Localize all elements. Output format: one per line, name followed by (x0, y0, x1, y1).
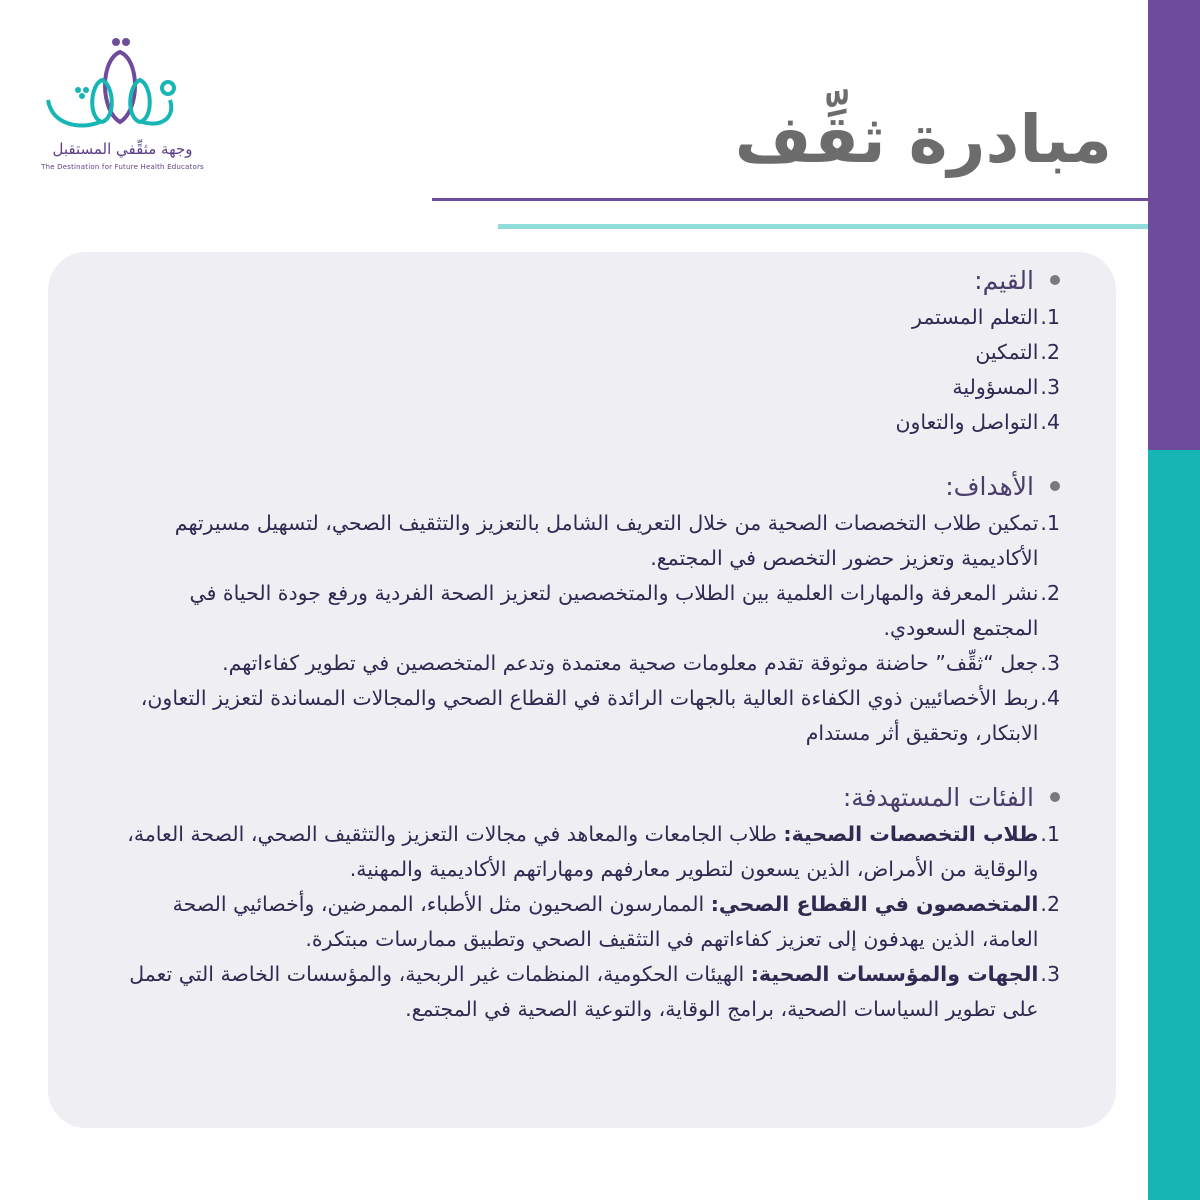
right-accent-band-purple (1148, 0, 1200, 450)
logo-arabic-tagline: وجهة مثقِّفي المستقبل (52, 140, 193, 158)
list-item (118, 370, 1060, 405)
section-heading (118, 466, 1060, 506)
title-underline-teal (498, 224, 1148, 229)
item-text: المسؤولية (952, 375, 1039, 399)
audiences-section (118, 777, 1060, 1027)
logo-english-tagline: The Destination for Future Health Educators (41, 163, 204, 171)
list-item (118, 576, 1060, 646)
values-section (118, 260, 1060, 440)
item-number: 3. (1040, 962, 1060, 986)
list-item (118, 681, 1060, 751)
list-item (118, 957, 1060, 1027)
item-label: طلاب التخصصات الصحية: (783, 822, 1039, 846)
bullet-icon (1050, 792, 1060, 802)
right-accent-band-teal (1148, 450, 1200, 1200)
item-label: الجهات والمؤسسات الصحية: (750, 962, 1039, 986)
values-heading: القيم: (974, 265, 1034, 295)
item-number: 1. (1040, 511, 1060, 535)
item-number: 1. (1040, 822, 1060, 846)
item-description: الممارسون الصحيون مثل الأطباء، الممرضين، وأخصائيي الصحة العامة، الذين يهدفون إلى تعزيز كفاءاتهم في التثقيف الصحي وتطبيق ممارسات مبتكرة. (172, 892, 1039, 951)
item-text: التواصل والتعاون (895, 410, 1039, 434)
item-number: 3. (1040, 651, 1060, 675)
item-text (118, 957, 1038, 1027)
bullet-icon (1050, 481, 1060, 491)
item-number: 2. (1040, 340, 1060, 364)
item-text: التمكين (975, 340, 1039, 364)
audiences-heading: الفئات المستهدفة: (842, 782, 1034, 812)
page-title: مبادرة ثقِّف (734, 101, 1112, 178)
list-item (118, 646, 1060, 681)
list-item (118, 887, 1060, 957)
item-text: التعلم المستمر (912, 305, 1039, 329)
item-number: 4. (1040, 686, 1060, 710)
item-label: المتخصصون في القطاع الصحي: (710, 892, 1039, 916)
bullet-icon (1050, 275, 1060, 285)
item-description: طلاب الجامعات والمعاهد في مجالات التعزيز والتثقيف الصحي، الصحة العامة، والوقاية من الأمراض، الذين يسعون لتطوير معارفهم ومهاراتهم الأكاديمية والمهنية. (127, 822, 1039, 881)
item-text (118, 887, 1038, 957)
item-text (118, 817, 1038, 887)
item-text: جعل “ثقِّف” حاضنة موثوقة تقدم معلومات صحية معتمدة وتدعم المتخصصين في تطوير كفاءاتهم. (222, 651, 1039, 675)
item-description: الهيئات الحكومية، المنظمات غير الربحية، والمؤسسات الخاصة التي تعمل على تطوير السياسات الصحية، برامج الوقاية، والتوعية الصحية في المجتمع. (129, 962, 1039, 1021)
list-item (118, 817, 1060, 887)
title-underline-purple (432, 198, 1148, 201)
item-number: 1. (1040, 305, 1060, 329)
item-number: 3. (1040, 375, 1060, 399)
list-item (118, 506, 1060, 576)
section-heading (118, 777, 1060, 817)
item-text: نشر المعرفة والمهارات العلمية بين الطلاب والمتخصصين لتعزيز الصحة الفردية ورفع جودة الحياة في المجتمع السعودي. (189, 581, 1039, 640)
logo (40, 30, 210, 180)
item-number: 4. (1040, 410, 1060, 434)
content-card (48, 252, 1116, 1128)
goals-section (118, 466, 1060, 751)
list-item (118, 300, 1060, 335)
item-text: تمكين طلاب التخصصات الصحية من خلال التعريف الشامل بالتعزيز والتثقيف الصحي، لتسهيل مسيرتهم الأكاديمية وتعزيز حضور التخصص في المجتمع. (174, 511, 1039, 570)
section-heading (118, 260, 1060, 300)
list-item (118, 335, 1060, 370)
item-number: 2. (1040, 581, 1060, 605)
list-item (118, 405, 1060, 440)
item-text: ربط الأخصائيين ذوي الكفاءة العالية بالجهات الرائدة في القطاع الصحي والمجالات المساندة لتعزيز التعاون، الابتكار، وتحقيق أثر مستدام (140, 686, 1039, 745)
logo-mark-icon (40, 30, 205, 140)
goals-heading: الأهداف: (945, 471, 1034, 501)
item-number: 2. (1040, 892, 1060, 916)
